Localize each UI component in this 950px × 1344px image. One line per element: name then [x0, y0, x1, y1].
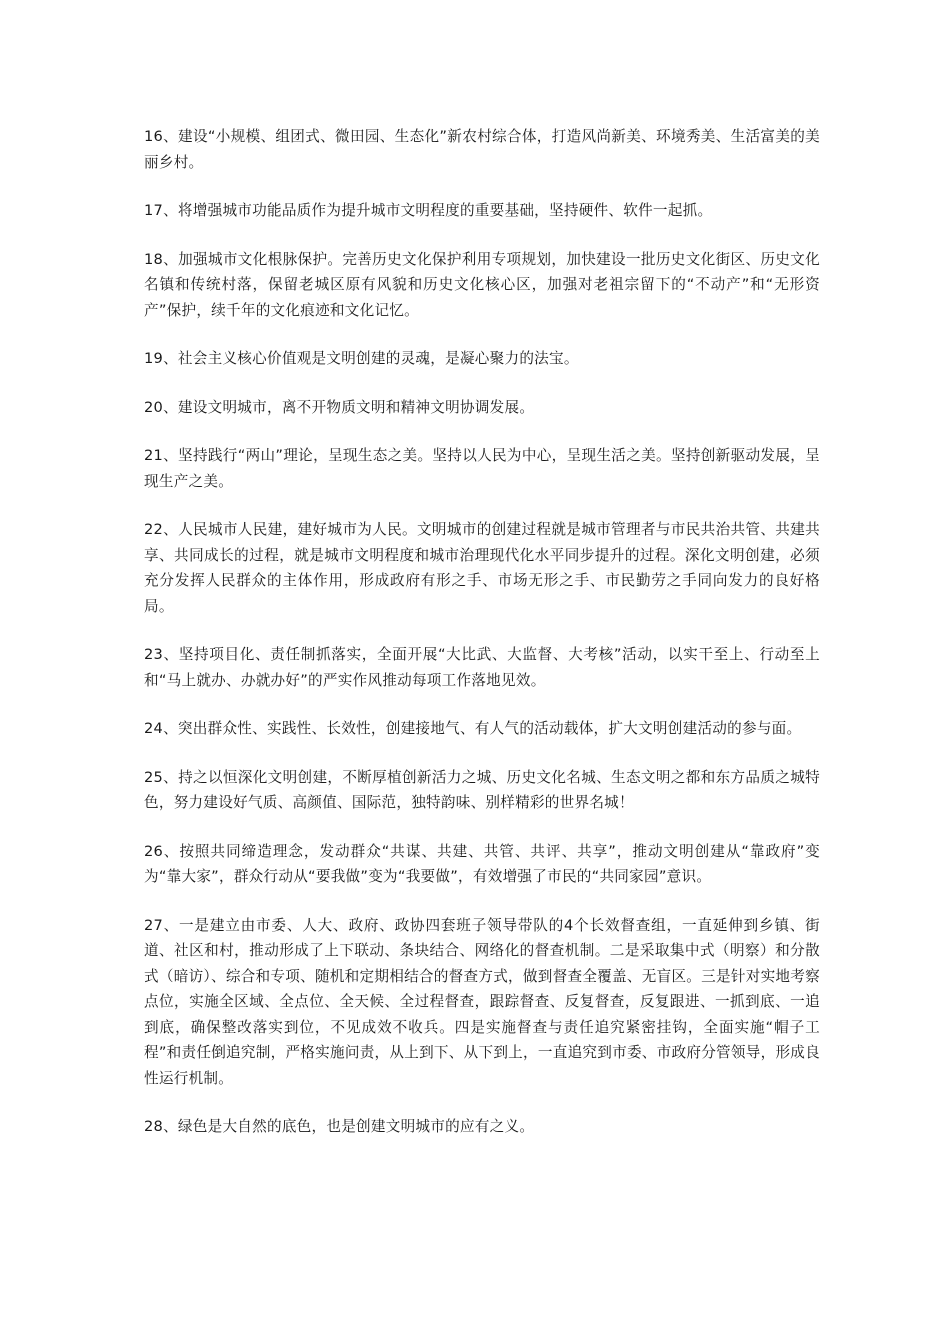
paragraph-20: 20、建设文明城市，离不开物质文明和精神文明协调发展。 — [144, 398, 535, 416]
paragraph-19: 19、社会主义核心价值观是文明创建的灵魂，是凝心聚力的法宝。 — [144, 350, 579, 367]
paragraph-17: 17、将增强城市功能品质作为提升城市文明程度的重要基础，坚持硬件、软件一起抓。 — [144, 202, 713, 219]
document-body — [144, 124, 820, 1163]
paragraph-18: 18、加强城市文化根脉保护。完善历史文化保护利用专项规划，加快建设一批历史文化街区、历史文化名镇和传统村落，保留老城区原有风貌和历史文化核心区，加强对老祖宗留下的“不动产”和“无形资产”保护，续千年的文化痕迹和文化记忆。 — [144, 250, 820, 319]
paragraph-27: 27、一是建立由市委、人大、政府、政协四套班子领导带队的4个长效督查组，一直延伸到乡镇、街道、社区和村，推动形成了上下联动、条块结合、网络化的督查机制。二是采取集中式（明察）和分散式（暗访）、综合和专项、随机和定期相结合的督查方式，做到督查全覆盖、无盲区。三是针对实地考察点位，实施全区域、全点位、全天候、全过程督查，跟踪督查、反复督查，反复跟进、一抓到底、一追到底，确保整改落实到位，不见成效不收兵。四是实施督查与责任追究紧密挂钩，全面实施“帽子工程”和责任倒追究制，严格实施问责，从上到下、从下到上，一直追究到市委、市政府分管领导，形成良性运行机制。 — [144, 916, 820, 1087]
paragraph-23: 23、坚持项目化、责任制抓落实，全面开展“大比武、大监督、大考核”活动，以实干至上、行动至上和“马上就办、办就办好”的严实作风推动每项工作落地见效。 — [144, 646, 820, 689]
paragraph-25: 25、持之以恒深化文明创建，不断厚植创新活力之城、历史文化名城、生态文明之都和东方品质之城特色，努力建设好气质、高颜值、国际范，独特韵味、别样精彩的世界名城！ — [144, 768, 820, 811]
paragraph-24: 24、突出群众性、实践性、长效性，创建接地气、有人气的活动载体，扩大文明创建活动的参与面。 — [144, 720, 802, 737]
paragraph-21: 21、坚持践行“两山”理论，呈现生态之美。坚持以人民为中心，呈现生活之美。坚持创新驱动发展，呈现生产之美。 — [144, 447, 820, 490]
paragraph-16: 16、建设“小规模、组团式、微田园、生态化”新农村综合体，打造风尚新美、环境秀美、生活富美的美丽乡村。 — [144, 128, 820, 171]
paragraph-22: 22、人民城市人民建，建好城市为人民。文明城市的创建过程就是城市管理者与市民共治共管、共建共享、共同成长的过程，就是城市文明程度和城市治理现代化水平同步提升的过程。深化文明创建，必须充分发挥人民群众的主体作用，形成政府有形之手、市场无形之手、市民勤劳之手同向发力的良好格局。 — [144, 521, 820, 615]
paragraph-28: 28、绿色是大自然的底色，也是创建文明城市的应有之义。 — [144, 1118, 535, 1135]
paragraph-26: 26、按照共同缔造理念，发动群众“共谋、共建、共管、共评、共享”，推动文明创建从“靠政府”变为“靠大家”，群众行动从“要我做”变为“我要做”，有效增强了市民的“共同家园”意识。 — [144, 842, 820, 885]
